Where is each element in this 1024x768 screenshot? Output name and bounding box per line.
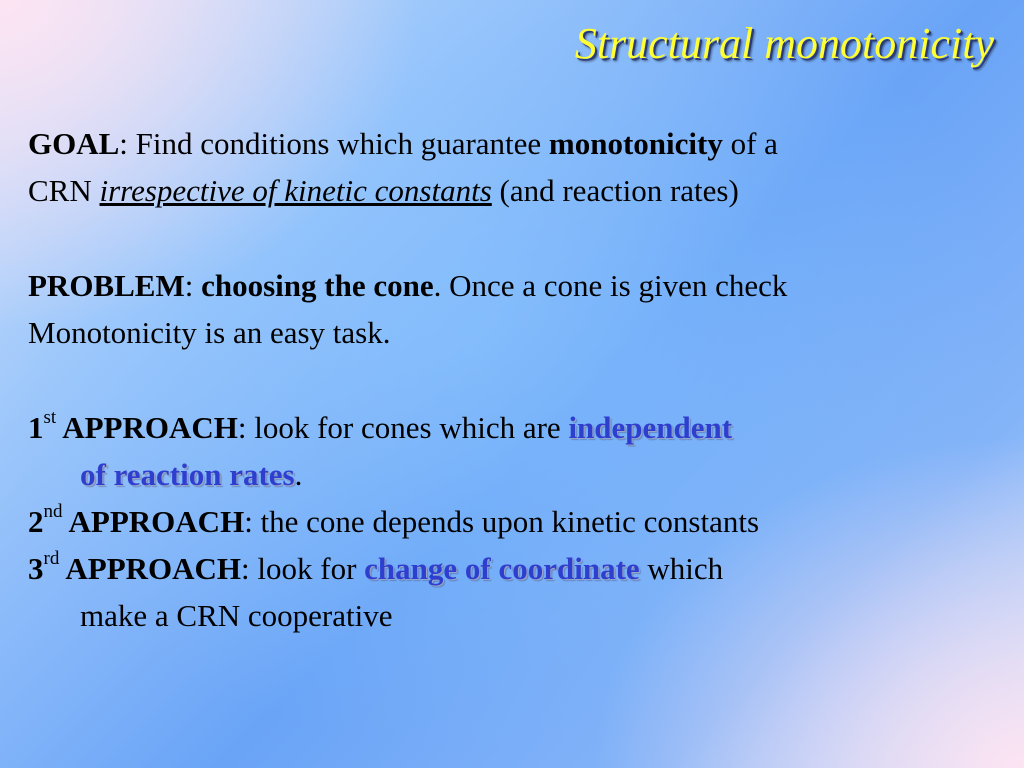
approach2-ordinal: nd xyxy=(43,500,63,522)
approach3-text-2: which xyxy=(639,551,724,586)
goal-text-1: Find conditions which guarantee xyxy=(127,126,549,161)
goal-separator: : xyxy=(119,126,128,161)
approach3-text-3: make a CRN cooperative xyxy=(80,598,393,633)
problem-separator: : xyxy=(184,268,202,303)
goal-line-1 xyxy=(28,120,1004,167)
approach1-text-2: . xyxy=(294,457,303,492)
approach1-highlight-1: independent xyxy=(568,410,733,445)
slide-title: Structural monotonicity xyxy=(574,19,994,68)
problem-label: PROBLEM xyxy=(28,268,185,303)
approach1-label: APPROACH xyxy=(56,410,238,445)
approach1-line-1 xyxy=(28,404,1004,451)
approach1-line-2 xyxy=(28,451,1004,498)
goal-emphasis-text: irrespective of kinetic constants xyxy=(99,173,492,208)
problem-text-2: Monotonicity is an easy task. xyxy=(28,315,391,350)
approach3-label: APPROACH xyxy=(59,551,242,586)
approach1-ordinal: st xyxy=(43,406,57,428)
approach3-line-1 xyxy=(28,545,1004,592)
approach1-number: 1 xyxy=(28,410,44,445)
goal-text-4: (and reaction rates) xyxy=(491,173,739,208)
approach3-line-2 xyxy=(28,592,1004,639)
slide-body xyxy=(28,120,1004,639)
problem-line-1 xyxy=(28,262,1004,309)
approach2-text-1: : the cone depends upon kinetic constants xyxy=(244,504,760,539)
approach1-text-1: : look for cones which are xyxy=(237,410,569,445)
spacer xyxy=(28,214,1004,262)
problem-keyword: choosing the cone xyxy=(201,268,434,303)
goal-text-3: CRN xyxy=(28,173,100,208)
approach3-text-1: : look for xyxy=(241,551,365,586)
approach2-label: APPROACH xyxy=(62,504,245,539)
approach3-highlight: change of coordinate xyxy=(364,551,640,586)
problem-text-1: . Once a cone is given check xyxy=(433,268,788,303)
goal-emphasis xyxy=(100,173,492,208)
approach1-highlight-2: of reaction rates xyxy=(80,457,295,492)
approach3-number: 3 xyxy=(28,551,44,586)
goal-keyword: monotonicity xyxy=(548,126,723,161)
goal-line-2 xyxy=(28,167,1004,214)
approach2-line-1 xyxy=(28,498,1004,545)
approach3-ordinal: rd xyxy=(43,547,60,569)
approach2-number: 2 xyxy=(28,504,44,539)
goal-label: GOAL xyxy=(28,126,120,161)
goal-text-2: of a xyxy=(722,126,778,161)
spacer xyxy=(28,356,1004,404)
problem-line-2 xyxy=(28,309,1004,356)
